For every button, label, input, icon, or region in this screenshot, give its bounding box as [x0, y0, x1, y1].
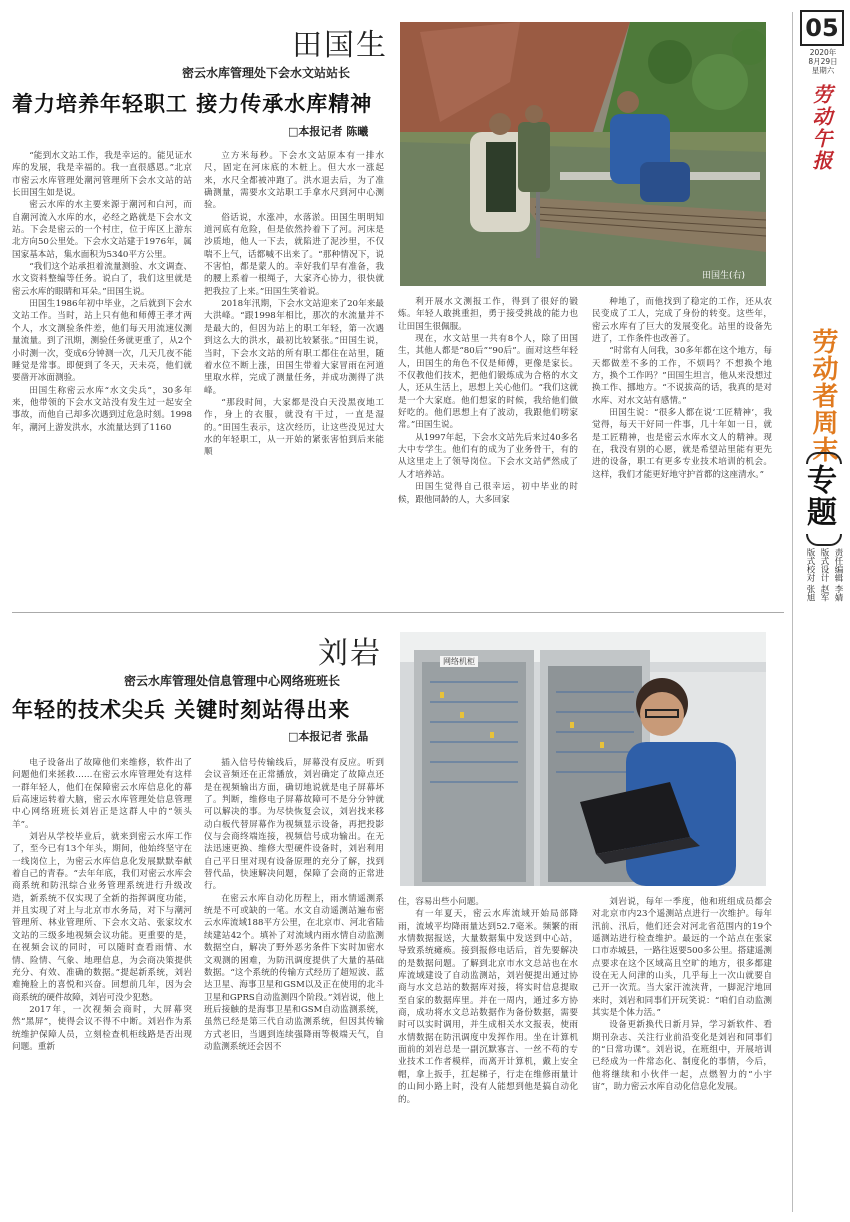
paragraph: “能到水文站工作，我是幸运的。能见证水库的发展，我是幸福的。我一直很感恩。”北京市密云水库管理处潮河管理所下会水文站的站长田国生如是说。 — [12, 151, 192, 199]
article1-column-2 — [204, 150, 384, 595]
paragraph: 田国生觉得自己很幸运，初中毕业的时候，跟他同龄的人，大多回家 — [398, 482, 578, 505]
paragraph: 在密云水库自动化历程上，雨水情遥测系统是不可或缺的一笔。水文自动遥测站遍布密云水库流域188平方公里，在北京市、河北省陆续建站42个。填补了对流域内雨水情自动监测数据空白，解决了野外恶劣条件下实时加密水文观测的困难，为防汛调度提供了大量的基础数据。“这个系统的传输方式经历了超短波、蓝达卫星、海事卫星和GSM以及正在使用的北斗卫星和GPRS自动监测四个阶段。”刘岩说，他上班后接触的是海事卫星和GSM自动监测系统，虽然已经是第三代自动监测系统，但因其传输方式老旧，当遇到连续强降雨等极端天气，自动监测系统还会因不 — [204, 893, 384, 1052]
article1-column-4 — [592, 296, 772, 596]
paper-logo: 劳动午报 — [809, 84, 833, 172]
credit-proofreader: 版式校对 张旭 — [805, 548, 815, 602]
section-title: 劳动者周末 — [808, 328, 838, 463]
article1-byline: □本报记者 陈曦 — [288, 125, 369, 138]
masthead — [796, 0, 850, 1222]
paragraph: 田国生1986年初中毕业，之后就到下会水文站工作。当时，站上只有他和师傅王孝才两个人，水文测验条件差，他们每天用流速仪测量流量。到了汛期，测验任务就更重了，从2个小时测一次，变成6分钟测一次，几天几夜不能睡觉是常事。即便到了冬天，天未亮，他们就要凿开冰面测验。 — [12, 299, 192, 384]
article2-column-2 — [204, 757, 384, 1217]
article-divider — [12, 612, 784, 613]
article1-headline: 着力培养年轻职工 接力传承水库精神 — [12, 92, 373, 116]
paragraph: 种地了，而他找到了稳定的工作，还从农民变成了工人，完成了身份的转变。这些年，密云水库有了巨大的发展变化。站里的设备先进了，工作条件也改善了。 — [592, 297, 772, 345]
article2-byline: □本报记者 张晶 — [288, 730, 369, 743]
paragraph: 电子设备出了故障他们来维修，软件出了问题他们来拯救……在密云水库管理处有这样一群年轻人，他们在保障密云水库信息化的幕后高速运转着大脑，密云水库管理处信息管理中心网络班班长刘岩正是这群人中的“领头羊”。 — [12, 758, 192, 830]
article2-name: 刘岩 — [318, 636, 382, 671]
paragraph: 现在，水文站里一共有8个人，除了田国生，其他人都是“80后”“90后”。面对这些年轻人，田国生的角色不仅是师傅，更像是家长。不仅教他们技术，把他们锻炼成为合格的水文人，还从生活上，思想上关心他们。“我们这就是一个大家庭。他们想家的时候，我给他们做好吃的。他们思想上有了波动，我跟他们唠家常。”田国生说。 — [398, 334, 578, 431]
rack-label: 网络机柜 — [440, 656, 478, 667]
article2-headline: 年轻的技术尖兵 关键时刻站得出来 — [12, 698, 351, 722]
issue-date — [796, 48, 850, 75]
margin-divider — [792, 12, 793, 1212]
paragraph: 俗话说，水涨冲，水落淤。田国生明明知道河底有危险，但是依然拎着下了河。河床是沙质地，他人一下去，就陷进了泥沙里，不仅喘不上气，话都喊不出来了。“那种情况下，说不害怕，都是蒙人的。幸好我们早有准备，我的腰上系着一根绳子，大家齐心协力，很快就把我拉了上来。”田国生笑着说。 — [204, 212, 384, 297]
paragraph: 田国生称密云水库“水文尖兵”，30多年来，他带领的下会水文站没有发生过一起安全事故，而他自己却多次遇到过危急时刻。1998年，潮河上游发洪水，水流量达到了1160 — [12, 385, 192, 433]
photo-scene-server-room — [400, 632, 766, 886]
article2-column-4 — [592, 896, 772, 1218]
article2-photo — [400, 632, 766, 886]
article1-subtitle: 密云水库管理处下会水文站站长 — [182, 66, 351, 80]
photo-scene-hydrology — [400, 22, 766, 286]
credit-designer: 版式设计 赵军 — [819, 548, 829, 602]
paragraph: 2018年汛期，下会水文站迎来了20年来最大洪峰。“跟1998年相比，那次的水流量并不是最大的，但因为站上的职工年轻，第一次遇到这么大的洪水，最初比较紧张。”田国生说，当时，下会水文站的所有职工都住在站里，随着水位不断上涨，田国生带着大家冒雨在河道里取水样，完成了测量任务，并成功测得了洪峰。 — [204, 299, 384, 396]
paragraph: 从1997年起，下会水文站先后来过40多名大中专学生。他们有的成为了业务骨干，有的从这里走上了领导岗位。下会水文站俨然成了人才培养站。 — [398, 432, 578, 480]
paragraph: “时常有人问我，30多年都在这个地方，每天都做差不多的工作，不烦吗？不想换个地方，换个工作吗？”田国生坦言，他从来没想过换工作、挪地方。“不说拔高的话，我真的是对水库、对水文站有感情。” — [592, 346, 772, 406]
paragraph: 插入信号传输线后，屏幕没有反应。听到会议音频还在正常播放，刘岩确定了故障点还是在视频输出方面，确切地说就是电子屏幕坏了。判断，维修电子屏幕故障可不是分分钟就可以解决的事。为尽快恢复会议，刘岩找来移动白板代替屏幕作为视频显示设备，再把投影仪与会商终端连接，视频信号成功输出。在无法迅速更换、维修大型硬件设备时，刘岩利用自己平日里对现有设备原理的充分了解，找到替代品，快速解决问题，保障了会商的正常进行。 — [204, 758, 384, 892]
article1-photo-caption: 田国生(右) — [702, 271, 746, 281]
article1-column-1 — [12, 150, 192, 595]
article1-column-3 — [398, 296, 578, 596]
article2-subtitle: 密云水库管理处信息管理中心网络班班长 — [124, 674, 341, 688]
article1-name: 田国生 — [292, 28, 388, 63]
article1-photo — [400, 22, 766, 286]
date-day: 8月29日 — [808, 57, 838, 66]
paragraph: 2017年，一次视频会商时，大屏幕突然“黑屏”，使得会议不得不中断。刘岩作为系统维护保障人员，立刻检查机柜线路是否出现问题。重新 — [12, 1004, 192, 1052]
paragraph: 密云水库的水主要来源于潮河和白河，而自潮河流入水库的水，必经之路就是下会水文站。下会是密云的一个村庄，位于库区上游东北方向50公里处。下会水文站建于1976年，属国家基本站，集水面积为5340平方公里。 — [12, 200, 192, 260]
section-topic: 专题 — [801, 464, 836, 528]
article2-column-3 — [398, 896, 578, 1218]
paragraph: 刘岩从学校毕业后，就来到密云水库工作了，至今已有13个年头，期间，他始终坚守在一线岗位上，为密云水库信息化发展默默奉献着自己的青春。“去年年底，我们对密云水库会商系统和防汛综合业务管理系统进行升级改造，新系统不仅实现了全新的指挥调度功能，并且实现了对上与北京市水务局，对下与潮河管理所、林业管理所、下会水文站、张家坟水文站的三级多地视频会议功能。更重要的是，在视频会议的同时，可以随时查看雨情、水情、险情、气象、地理信息，为会商决策提供充分、有效、准确的数据。”提起新系统，刘岩难掩脸上的喜悦和兴奋。回想前几年，因为会商系统的硬件故障，刘岩可没少犯愁。 — [12, 832, 192, 1003]
section-bracket-top — [806, 452, 842, 464]
paragraph: 田国生说：“很多人都在说‘工匠精神’，我觉得，每天干好同一件事，几十年如一日，就是工匠精神，也是密云水库水文人的精神。现在，我没有别的心愿，就是希望站里能有更先进的设备，职工有更多专业技术培训的机会。这样，我们才能更好地守护首都的这座清水。” — [592, 408, 772, 480]
article2-column-1 — [12, 757, 192, 1217]
credits — [804, 548, 844, 628]
paragraph: 利开展水文测报工作，得到了很好的锻炼。年轻人敢挑重担，勇于接受挑战的能力也让田国生很佩服。 — [398, 297, 578, 332]
date-weekday: 星期六 — [811, 66, 835, 75]
credit-editor: 责任编辑 李婧 — [833, 548, 843, 602]
page-number: 05 — [800, 10, 844, 46]
paragraph: 有一年夏天，密云水库流域开始局部降雨，流域平均降雨量达到52.7毫米。频繁的雨水情数据报送，大量数据集中发送到中心站，导致系统瘫痪。接到报修电话后，首先要解决的是数据问题。了解到北京市水文总站也在水库流域建设了自动监测站，刘岩便提出通过协商与水文总站的数据库对接，将实时信息提取至自家的数据库里。并在一周内，通过多方协商，成功将水文总站数据作为备份数据，需要时可以实时调用，并生成相关水文报表，使雨水情数据在防汛调度中发挥作用。坐在计算机面前的刘岩总是一副沉默寡言、一丝不苟的专业技术工作者模样，而离开计算机，戴上安全帽，拿上扳手，扛起梯子，行走在维修雨量计的山间小路上时，没有人能想到他是搞自动化的。 — [398, 909, 578, 1105]
date-year: 2020年 — [809, 48, 837, 57]
paragraph: 刘岩说，每年一季度，他和班组成员都会对北京市内23个遥测站点进行一次维护。每年汛前、汛后，他们还会对河北省范围内的19个遥测站进行检查维护。最远的一个站点在张家口市赤城县，一路往返要500多公里。搭建遥测点要求在这个区域高且空旷的地方，很多都建设在无人问津的山头，几乎每上一次山就要自己开一次荒。当大家汗流浃背，一脚泥泞地回来时，刘岩和同事们开玩笑说：“咱们自动监测其实是个体力活。” — [592, 897, 772, 1019]
section-bracket-bottom — [806, 534, 842, 546]
paragraph: 住，容易出些小问题。 — [398, 897, 484, 907]
paragraph: “我们这个站承担着流量测验、水文调查、水文资料整编等任务。说白了，我们这里就是密云水库的眼睛和耳朵。”田国生说。 — [12, 262, 192, 297]
paragraph: 设备更新换代日新月异，学习新软件、看期刊杂志、关注行业前沿变化是刘岩和同事们的“日常功课”。刘岩说，在班组中，开展培训已经成为一件常态化、制度化的事情，今后，他将继续和小伙伴一起，点燃智力的“小宇宙”，助力密云水库自动化信息化发展。 — [592, 1020, 772, 1093]
paragraph: 立方米每秒。下会水文站原本有一排水尺，固定在河床底的木桩上。但大水一涨起来，水尺全都被冲跑了。洪水退去后，为了准确测量，需要水文站职工手拿水尺到河中心测验。 — [204, 151, 384, 211]
paragraph: “那段时间，大家都是没白天没黑夜地工作，身上的衣服，就没有干过，一直是湿的。”田国生表示，这次经历，让这些没见过大水的年轻职工，从一开始的紧张害怕到后来能顺 — [204, 397, 384, 458]
